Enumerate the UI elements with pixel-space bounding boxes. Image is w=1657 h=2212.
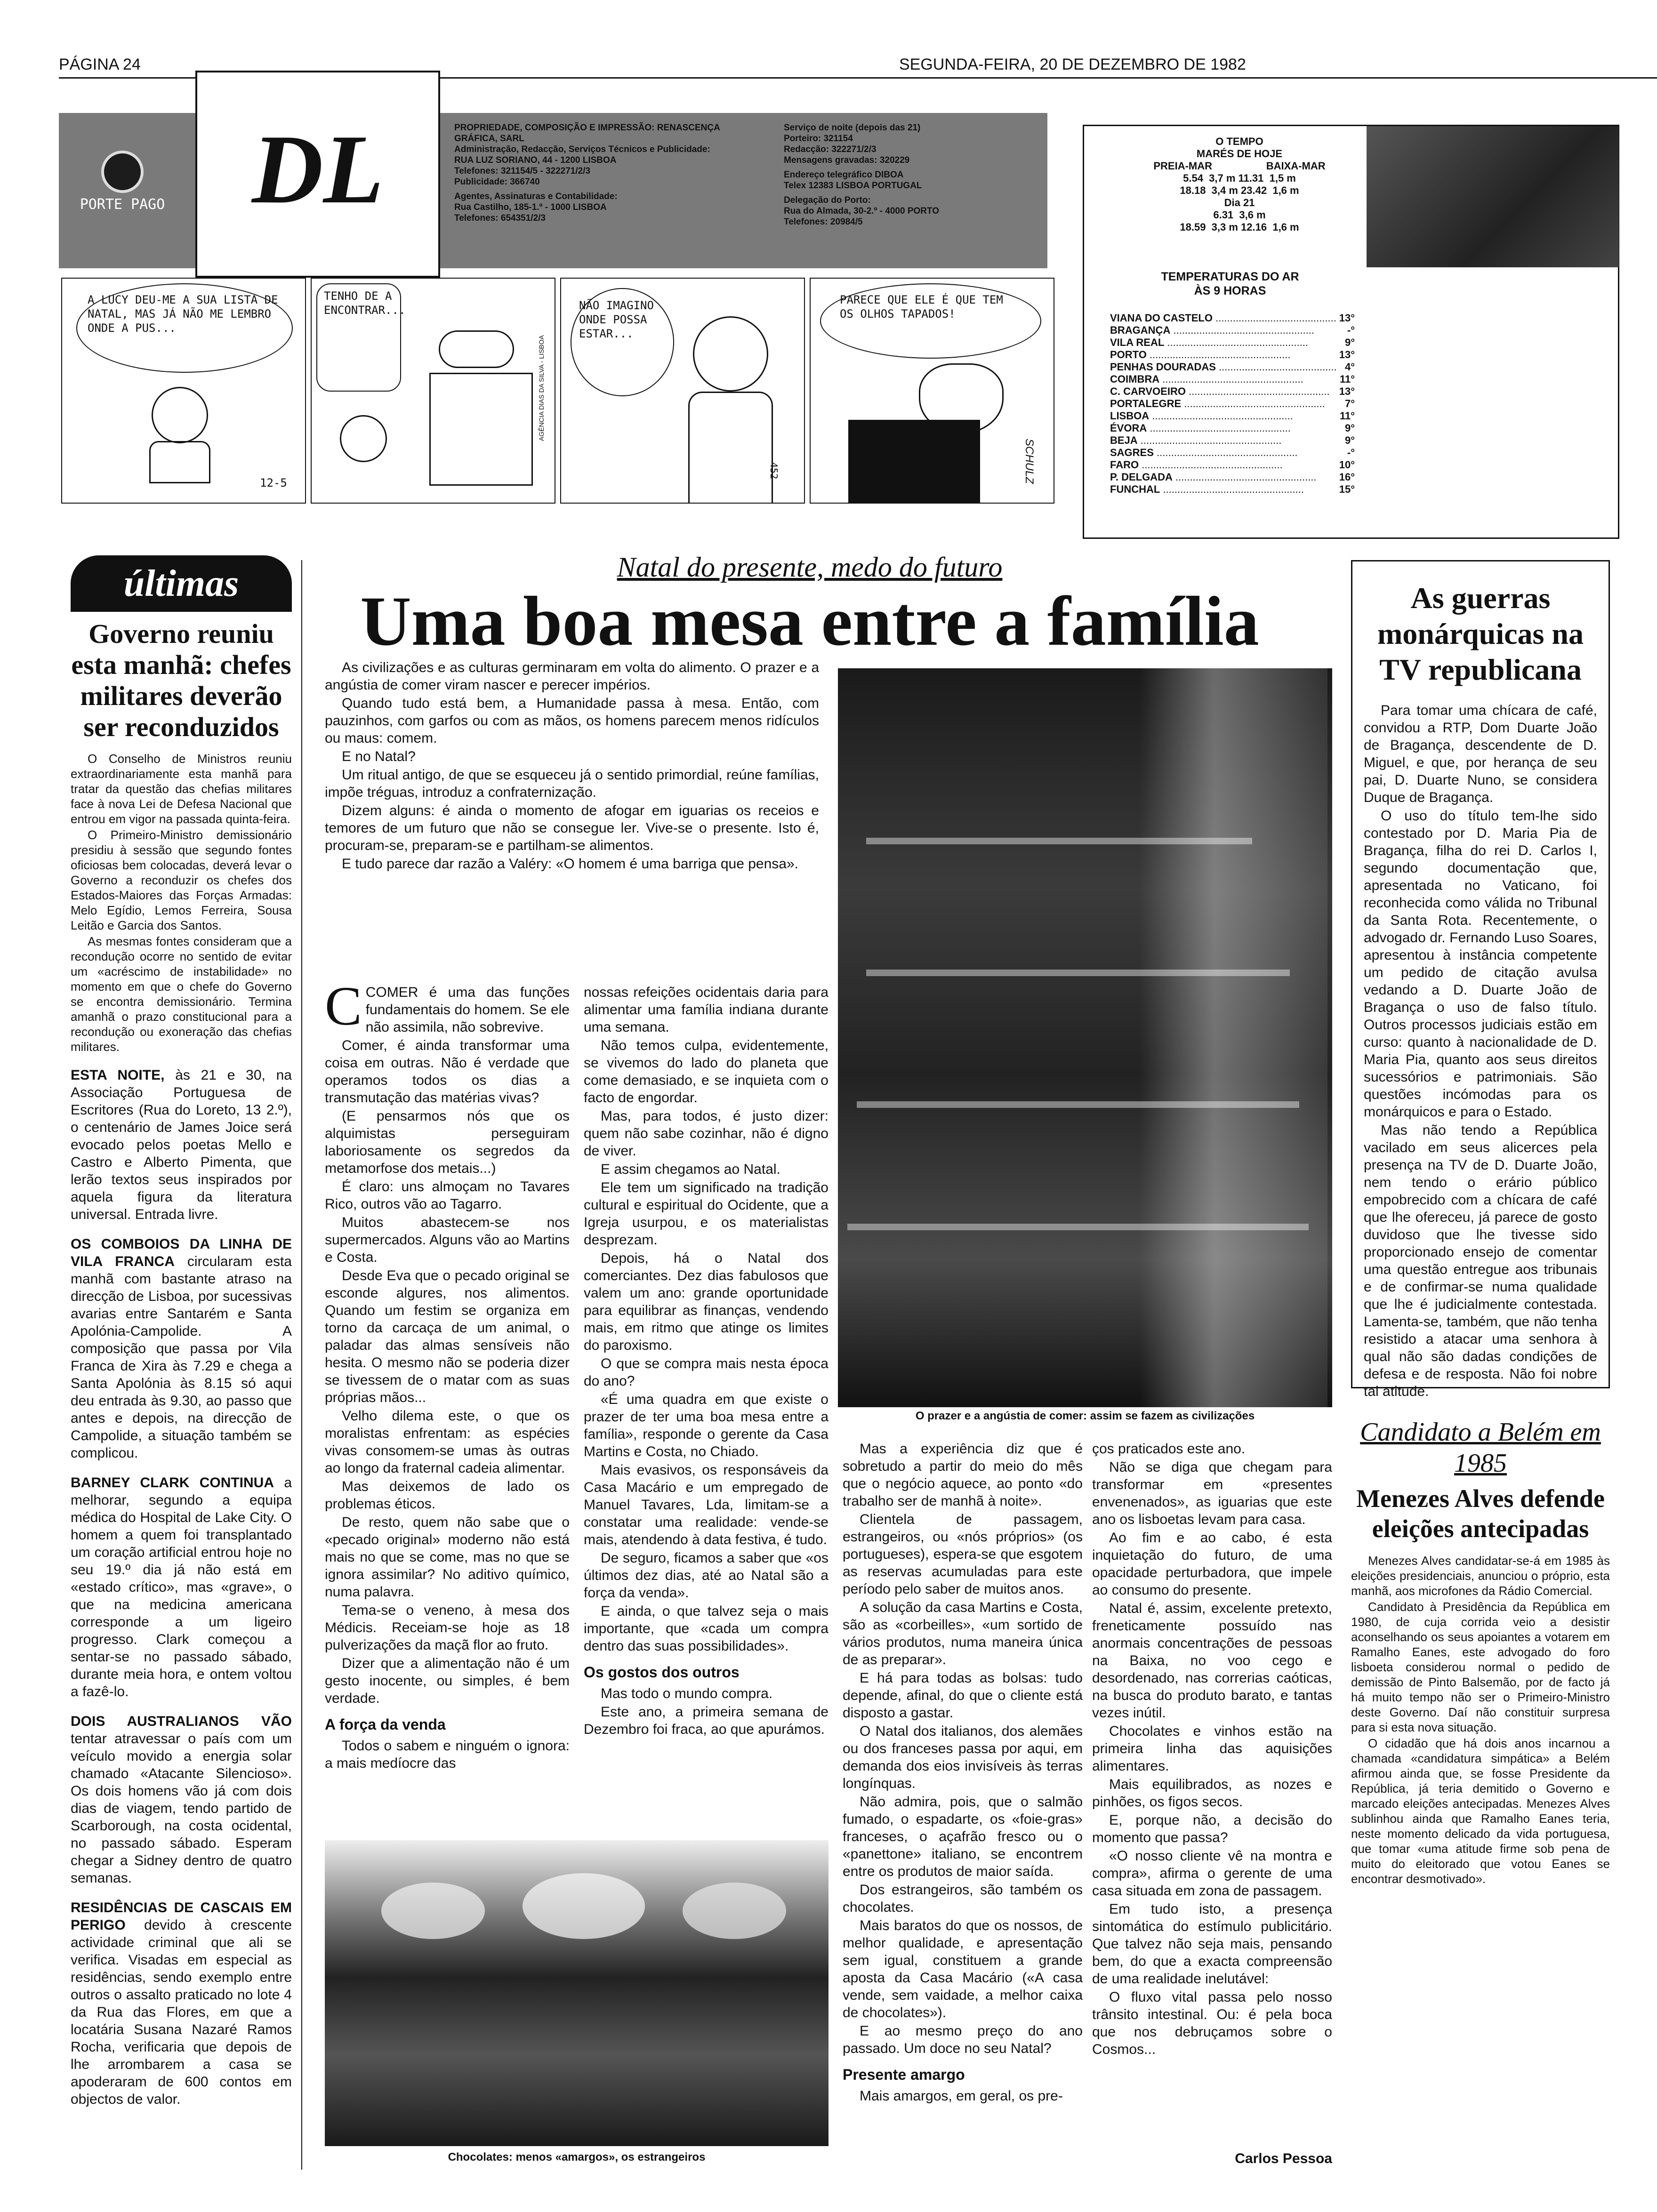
- paragraph: O fluxo vital passa pelo nosso trânsito intestinal. Ou: é pela boca que nos debruçamos sobre o Cosmos...: [1092, 1989, 1332, 2057]
- temp-row: [1110, 398, 1355, 410]
- chocolates-caption: Chocolates: menos «amargos», os estrangeiros: [448, 2151, 706, 2164]
- temp-row: [1110, 434, 1355, 447]
- sidebar-menezes-headline: Menezes Alves defende eleições antecipadas: [1356, 1484, 1605, 1543]
- temp-city: FARO .....: [1110, 459, 1336, 471]
- paragraph: O Conselho de Ministros reuniu extraordinariamente esta manhã para tratar da questão das chefias militares face à nova Lei de Defesa Nacional que entrou em vigor na passada quinta-feira.: [71, 752, 292, 826]
- temp-row: [1110, 385, 1355, 398]
- temp-city: SAGRES .....: [1110, 447, 1336, 459]
- tide-line: 5.54 3,7 m 11.31 1,5 m: [1183, 172, 1296, 184]
- logo: DL: [252, 115, 384, 224]
- doghouse: [429, 373, 533, 486]
- agents-phones: Telefones: 654351/2/3: [454, 213, 546, 223]
- paragraph: Dizem alguns: é ainda o momento de afogar em iguarias os receios e temores de um futuro que não se consegue ler. Vive-se o presente. Isto é, procuram-se, preparam-se e partilham-se alimentos.: [325, 803, 819, 853]
- temp-city: LISBOA .....: [1110, 410, 1336, 422]
- paragraph: Um ritual antigo, de que se esqueceu já o sentido primordial, reúne famílias, impõe tréguas, introduz a confraternização.: [325, 767, 819, 800]
- phones: Telefones: 321154/5 - 322271/2/3: [454, 166, 591, 176]
- paragraph: Ele tem um significado na tradição cultural e espiritual do Ocidente, que a Igreja usurpou, e os materialistas desprezam.: [584, 1180, 828, 1248]
- comic-panel-2: [311, 278, 555, 504]
- main-photo: [838, 668, 1332, 1407]
- temp-row: [1110, 361, 1355, 373]
- sidebar-menezes-kicker: Candidato a Belém em 1985: [1360, 1418, 1601, 1478]
- paragraph: [325, 975, 570, 1037]
- paragraph: De seguro, ficamos a saber que «os últimos dez dias, até ao Natal são a força da venda».: [584, 1550, 828, 1601]
- tides-title: MARÉS DE HOJE: [1196, 148, 1283, 160]
- temp-city: ÉVORA .....: [1110, 422, 1336, 434]
- paragraph: O que se compra mais nesta época do ano?: [584, 1356, 828, 1389]
- paragraph: Quando tudo está bem, a Humanidade passa à mesa. Então, com pauzinhos, com garfos ou com as mãos, os homens parecem menos ridículos ou maus: comem.: [325, 696, 819, 746]
- paragraph: O uso do título tem-lhe sido contestado por D. Maria Pia de Bragança, filha do rei D. Carlos I, segundo documentação que, apresentada no Vaticano, foi reconhecida como válida no Tribunal da Santa Rota. Recentemente, o advogado dr. Fernando Luso Soares, apresentou à instância competente um pedido de citação avulsa vedando a D. Duarte João de Bragança o uso de falso título. Outros processos judiciais estão em curso: quanto à nacionalidade de D. Maria Pia, quanto aos seus direitos sucessórios e patrimoniais. São questões incómodas para os monárquicos e para o Estado.: [1364, 808, 1597, 1120]
- brief-item: [71, 1713, 292, 1887]
- paragraph: (E pensarmos nós que os alquimistas perseguiram laboriosamente os segredos da metamorfose dos metais...): [325, 1108, 570, 1176]
- author: Carlos Pessoa: [1235, 2151, 1332, 2166]
- paragraph: Menezes Alves candidatar-se-á em 1985 às eleições presidenciais, anunciou o próprio, esta manhã, aos microfones da Rádio Comercial.: [1351, 1554, 1610, 1598]
- weather-box: [1083, 125, 1619, 539]
- brief-text: tentar atravessar o país com um veículo movido a energia solar chamado «Atacante Silencioso». Os dois homens vão já com dois dias de viagem, tendo partido de Scarborough, na costa ocidental, no passado sábado. Esperam chegar a Sidney dentro de quatro semanas.: [71, 1731, 292, 1886]
- paragraph: E, porque não, a decisão do momento que passa?: [1092, 1812, 1332, 1845]
- temp-city: PORTO .....: [1110, 349, 1336, 361]
- temp-row: [1110, 422, 1355, 434]
- paragraph: Dos estrangeiros, são também os chocolates.: [843, 1882, 1083, 1915]
- charlie-brown-figure: [340, 415, 387, 462]
- temp-value: 7°: [1344, 398, 1355, 409]
- temp-value: 9°: [1344, 434, 1355, 446]
- subheading: Os gostos dos outros: [584, 1664, 740, 1681]
- charlie-brown-figure: [693, 316, 768, 392]
- crest-icon: [101, 151, 144, 193]
- comic-panel-3: [560, 278, 805, 504]
- sidebar-menezes-body: [1351, 1553, 1610, 1886]
- temp-value: -°: [1347, 324, 1355, 336]
- paragraph: E tudo parece dar razão a Valéry: «O homem é uma barriga que pensa».: [342, 856, 799, 872]
- temp-row: [1110, 471, 1355, 483]
- paragraph: E assim chegamos ao Natal.: [601, 1162, 780, 1177]
- tides: [1126, 136, 1352, 233]
- main-col-3: [843, 1440, 1083, 2106]
- paragraph: As civilizações e as culturas germinaram em volta do alimento. O prazer e a angústia de comer viram nascer e perecer impérios.: [325, 660, 819, 693]
- advertising: Publicidade: 366740: [454, 177, 540, 187]
- comic-panel-1: [61, 278, 306, 504]
- temp-city: COIMBRA .....: [1110, 373, 1336, 385]
- paragraph: Mas a experiência diz que é sobretudo a partir do meio do mês que o negócio aquece, ao ponto «do trabalho ser de manhã à noite».: [843, 1441, 1083, 1509]
- brief-lead: OS COMBOIOS DA LINHA DE VILA FRANCA: [71, 1236, 292, 1269]
- figure-body: [149, 441, 210, 483]
- paragraph: Não admira, pois, que o salmão fumado, o espadarte, os «foie-gras» franceses, o açafrão fresco ou o «panettone» italiano, se encontrem entre os produtos de maior saída.: [843, 1794, 1083, 1879]
- box-shape: [683, 1883, 786, 1939]
- brief-item: [71, 1474, 292, 1700]
- brief-lead: RESIDÊNCIAS DE CASCAIS EM PERIGO: [71, 1900, 292, 1933]
- temp-city: P. DELGADA .....: [1110, 471, 1336, 483]
- agency-credit: AGÊNCIA DIAS DA SILVA - LISBOA: [538, 335, 545, 441]
- signature: SCHULZ: [1023, 439, 1036, 484]
- ultimas-briefs: [71, 1066, 292, 2108]
- chocolates-photo: [325, 1840, 828, 2146]
- temp-city: VIANA DO CASTELO .....: [1110, 312, 1336, 324]
- temps-list: [1110, 312, 1355, 496]
- charlie-brown-figure: [152, 387, 208, 443]
- paragraph: Dizer que a alimentação não é um gesto inocente, ou simples, é bem verdade.: [325, 1656, 570, 1706]
- brief-item: [71, 1899, 292, 2108]
- ultimas-headline: Governo reuniu esta manhã: chefes militares deverão ser reconduzidos: [71, 618, 291, 742]
- tide-line: 18.18 3,4 m 23.42 1,6 m: [1180, 184, 1299, 196]
- main-col-1: [325, 975, 570, 1773]
- paragraph: Todos o sabem e ninguém o ignora: a mais medíocre das: [325, 1738, 570, 1771]
- sidebar-monarchy: [1351, 560, 1610, 1399]
- brief-text: a melhorar, segundo a equipa médica do Hospital de Lake City. O homem a quem foi transplantado um coração artificial entrou hoje no seu 19.º dia já não está em «estado crítico», mas «grave», o que na medicina americana corresponde a um ligeiro progresso. Clark começou a sentar-se no passado sábado, durante meia hora, e ontem voltou a fazê-lo.: [71, 1475, 292, 1699]
- paragraph: As mesmas fontes consideram que a recondução ocorre no sentido de evitar um «acréscimo de instabilidade» no momento em que o chefe do Governo se encontra demissionário. Termina amanhã o prazo constitucional para a recondução ou exoneração das chefias militares.: [71, 934, 292, 1054]
- brief-text: circularam esta manhã com bastante atraso na direcção de Lisboa, por sucessivas avarias entre Santarém e Santa Apolónia-Campolide. A composição que passa por Vila Franca de Xira às 7.29 e chega a Santa Apolónia às 8.15 só aqui deu entrada às 9.30, ao passo que antes e depois, na direcção de Campolide, a situação também se complicou.: [71, 1254, 292, 1461]
- subheading: Presente amargo: [843, 2066, 965, 2083]
- temp-city: FUNCHAL .....: [1110, 483, 1336, 496]
- paragraph: Tema-se o veneno, à mesa dos Médicis. Receiam-se hoje as 18 pulverizações da maçã flor ao fruto.: [325, 1603, 570, 1653]
- ownership: PROPRIEDADE, COMPOSIÇÃO E IMPRESSÃO: RENASCENÇA GRÁFICA, SARL: [454, 123, 720, 144]
- paragraph: O cidadão que há dois anos incarnou a chamada «candidatura simpática» a Belém afirmou ainda que, se fosse Presidente da República, já teria demitido o Governo e marcado eleições antecipadas. Menezes Alves sublinhou ainda que Ramalho Eanes teria, neste momento delicado da vida portuguesa, que tomar «uma atitude firme sob pena de muito do eleitorado que votou Eanes se encontrar desmotivado».: [1351, 1736, 1610, 1886]
- figure-body: [688, 392, 773, 504]
- paragraph: Mais baratos do que os nossos, de melhor qualidade, e apresentação sem igual, constituem a grande aposta da Casa Macário («A casa vende, sem vaidade, a melhor caixa de chocolates»).: [843, 1918, 1083, 2020]
- paragraph: Mas, para todos, é justo dizer: quem não sabe cozinhar, não é digno de viver.: [584, 1108, 828, 1159]
- paragraph: O Natal dos italianos, dos alemães ou dos franceses passa por aqui, em demanda dos eios invisíveis às terras longínquas.: [843, 1723, 1083, 1791]
- temp-value: 4°: [1344, 361, 1355, 373]
- paragraph: Comer, é ainda transformar uma coisa em outras. Não é verdade que operamos todos os dias a transmutação das matérias vivas?: [325, 1038, 570, 1106]
- telex: Telex 12383 LISBOA PORTUGAL: [784, 181, 922, 191]
- seal-text: PORTE PAGO: [80, 196, 165, 213]
- paragraph: E no Natal?: [342, 749, 416, 764]
- porto-address: Rua do Almada, 30-2.º - 4000 PORTO: [784, 206, 940, 216]
- box-shape: [381, 1883, 485, 1939]
- agents: Agentes, Assinaturas e Contabilidade:: [454, 192, 618, 201]
- temp-value: 16°: [1339, 471, 1355, 483]
- low-tide-label: BAIXA-MAR: [1266, 160, 1326, 172]
- ultimas-banner: últimas: [71, 555, 292, 612]
- paragraph: Desde Eva que o pecado original se esconde algures, nos alimentos. Quando um festim se organiza em torno da carcaça de um animal, o paladar das almas sensíveis não hesita. O mesmo não se poderia dizer se tivessem de o matar com as suas próprias mãos...: [325, 1268, 570, 1405]
- paragraph: Mais equilibrados, as nozes e pinhões, os figos secos.: [1092, 1777, 1332, 1810]
- window-glare: [1139, 668, 1327, 1407]
- brief-lead: BARNEY CLARK CONTINUA: [71, 1475, 274, 1491]
- temp-value: 11°: [1339, 410, 1355, 422]
- tide-line: Dia 21: [1224, 197, 1255, 208]
- paragraph: «O nosso cliente vê na montra e compra», afirma o gerente de uma casa situada em zona de passagem.: [1092, 1848, 1332, 1899]
- subheading: A força da venda: [325, 1716, 446, 1733]
- agents-address: Rua Castilho, 185-1.º - 1000 LISBOA: [454, 202, 607, 212]
- paragraph: E ao mesmo preço do ano passado. Um doce no seu Natal?: [843, 2023, 1083, 2056]
- paragraph: E há para todas as bolsas: tudo depende, afinal, do que o cliente está disposto a gastar.: [843, 1670, 1083, 1721]
- porto-office: Delegação do Porto:: [784, 195, 871, 205]
- temp-row: [1110, 410, 1355, 422]
- temps-subtitle: ÀS 9 HORAS: [1194, 284, 1266, 297]
- porter: Porteiro: 321154: [784, 134, 853, 144]
- paragraph: Para tomar uma chícara de café, convidou a RTP, Dom Duarte João de Bragança, descendente de D. Miguel, e que, por herança de seu pai, D. Duarte Nuno, se considera Duque de Bragança.: [1364, 703, 1597, 805]
- paragraph: Depois, há o Natal dos comerciantes. Dez dias fabulosos que valem um ano: grande oportunidade para equilibrar as finanças, vendendo mais, em ritmo que atinge os limites do paroxismo.: [584, 1250, 828, 1353]
- temp-row: [1110, 337, 1355, 349]
- paragraph: O Primeiro-Ministro demissionário presidiu à sessão que segundo fontes oficiosas bem colocadas, deverá levar o Governo a reconduzir os chefes dos Estados-Maiores das Forças Armadas: Melo Egídio, Lemos Ferreira, Sousa Leitão e Garcia dos Santos.: [71, 828, 292, 932]
- temp-row: [1110, 447, 1355, 459]
- temp-value: 9°: [1344, 422, 1355, 434]
- brief-text: devido à crescente actividade criminal que ali se verifica. Visadas em especial as residências, sendo exemplo entre outros o assalto praticado no lote 4 da Rua das Flores, em que a locatária Susana Nazaré Ramos Rocha, verificaria que depois de lhe arrombarem a casa se apoderaram de 600 contos em objectos de valor.: [71, 1917, 292, 2107]
- paragraph: É claro: uns almoçam no Tavares Rico, outros vão ao Tagarro.: [325, 1179, 570, 1212]
- comic-number: 452: [768, 462, 780, 480]
- tide-line: 6.31 3,6 m: [1213, 209, 1266, 221]
- paragraph: Mas deixemos de lado os problemas éticos.: [325, 1479, 570, 1512]
- paragraph: Candidato à Presidência da República em 1980, de cuja corrida veio a desistir aconselhando os seus apoiantes a votarem em Ramalho Eanes, este advogado do foro lisboeta considerou normal o pedido de demissão de Pinto Balsemão, por de facto já há muito tempo não ser o Primeiro-Ministro deste Governo. Daí não constituir surpresa para si esta nova situação.: [1351, 1600, 1610, 1734]
- masthead-info-left: [454, 122, 737, 224]
- main-col-4: [1092, 1440, 1332, 2059]
- paragraph: A solução da casa Martins e Costa, são as «corbeilles», «um sortido de vários produtos, numa maneira única de as preparar».: [843, 1600, 1083, 1667]
- paragraph: Ao fim e ao cabo, é esta inquietação do futuro, de uma opacidade perturbadora, que impele ao consumo do presente.: [1092, 1530, 1332, 1598]
- brief-item: [71, 1235, 292, 1462]
- paragraph: Chocolates e vinhos estão na primeira linha das aquisições alimentares.: [1092, 1723, 1332, 1774]
- brief-text: às 21 e 30, na Associação Portuguesa de Escritores (Rua do Loreto, 13 2.º), o centenário de James Joice será evocado pelos poetas Mello e Castro e Alberto Pimenta, que lerão textos seus inspirados por aquela figura da literatura universal. Entrada livre.: [71, 1067, 292, 1222]
- speech-bubble: NÃO IMAGINO ONDE POSSA ESTAR...: [571, 288, 674, 396]
- temp-city: BEJA .....: [1110, 434, 1336, 447]
- main-col-2: [584, 984, 828, 1739]
- drop-cap-paragraph: COMER é uma das funções fundamentais do homem. Se ele não assimila, não sobrevive.: [365, 985, 570, 1035]
- temp-row: [1110, 324, 1355, 337]
- main-intro: [325, 659, 819, 874]
- paragraph: Este ano, a primeira semana de Dezembro foi fraca, ao que apurámos.: [584, 1704, 828, 1737]
- newsroom: Redacção: 322271/2/3: [784, 144, 877, 154]
- doghouse: [848, 420, 980, 504]
- speech-bubble: PARECE QUE ELE É QUE TEM OS OLHOS TAPADOS!: [820, 283, 1041, 359]
- temp-value: 15°: [1339, 483, 1355, 495]
- porte-pago-seal: [78, 151, 167, 245]
- temp-row: [1110, 349, 1355, 361]
- paragraph: Mais evasivos, os responsáveis da Casa Macário e um empregado de Manuel Tavares, Lda, limitam-se a constatar uma realidade: vende-se mais, atendendo à data festiva, é tudo.: [584, 1462, 828, 1547]
- sidebar-monarchy-body: [1364, 702, 1597, 1400]
- temps-title: [1103, 270, 1357, 298]
- sidebar-menezes: [1351, 1417, 1610, 1887]
- box-shape: [523, 1873, 645, 1939]
- admin: Administração, Redacção, Serviços Técnicos e Publicidade:: [454, 144, 710, 154]
- temp-row: [1110, 373, 1355, 385]
- high-tide-label: PREIA-MAR: [1153, 160, 1213, 172]
- temp-value: 13°: [1339, 385, 1355, 397]
- temp-value: 13°: [1339, 349, 1355, 361]
- temp-city: BRAGANÇA .....: [1110, 324, 1336, 337]
- paragraph: Em tudo isto, a presença sintomática do estímulo publicitário. Que talvez não seja mais, pensando bem, do que a exacta compreensão de uma realidade inelutável:: [1092, 1901, 1332, 1987]
- ultimas-column: [71, 555, 292, 2108]
- porto-phones: Telefones: 20984/5: [784, 217, 863, 227]
- paragraph: Clientela de passagem, estrangeiros, ou «nós próprios» (os portugueses), espera-se que esgotem as reservas acumuladas para este período pelo saber de muitos anos.: [843, 1512, 1083, 1597]
- paragraph: De resto, quem não sabe que o «pecado original» moderno não está mais no que se come, mas no que se ignora assimilar? No aditivo químico, numa palavra.: [325, 1515, 570, 1600]
- temp-value: 9°: [1344, 337, 1355, 348]
- paragraph: Mais amargos, em geral, os pre-: [860, 2088, 1063, 2104]
- temp-value: -°: [1347, 447, 1355, 458]
- paragraph: nossas refeições ocidentais daria para alimentar uma família indiana durante uma semana.: [584, 985, 828, 1035]
- paragraph: E ainda, o que talvez seja o mais importante, que «cada um compra dentro das suas possibilidades».: [584, 1603, 828, 1654]
- paragraph: Velho dilema este, o que os moralistas enfrentam: as espécies vivas consomem-se umas às outras ao longo da fraternal cadeia alimentar.: [325, 1408, 570, 1476]
- temp-city: VILA REAL .....: [1110, 337, 1336, 349]
- temp-value: 11°: [1339, 373, 1355, 385]
- temp-city: C. CARVOEIRO .....: [1110, 385, 1336, 398]
- main-kicker: Natal do presente, medo do futuro: [617, 552, 1003, 583]
- page-date: SEGUNDA-FEIRA, 20 DE DEZEMBRO DE 1982: [899, 56, 1246, 73]
- paragraph: Natal é, assim, excelente pretexto, freneticamente possuído nas anormais concentrações de pessoas na Baixa, no voo cego e desordenado, nas correrias caóticas, na busca do produto barato, e tantas vezes inútil.: [1092, 1601, 1332, 1721]
- speech-bubble: TENHO DE A ENCONTRAR...: [316, 283, 401, 392]
- temp-value: 10°: [1339, 459, 1355, 471]
- brief-lead: ESTA NOITE,: [71, 1067, 165, 1083]
- snoopy-figure: [439, 330, 514, 368]
- temp-city: PORTALEGRE .....: [1110, 398, 1336, 410]
- tide-line: 18.59 3,3 m 12.16 1,6 m: [1180, 221, 1299, 233]
- masthead-info-right: [784, 122, 1038, 227]
- paragraph: «É uma quadra em que existe o prazer de ter uma boa mesa entre a família», responde o gerente da Casa Martins e Costa, no Chiado.: [584, 1392, 828, 1459]
- drop-cap: C: [325, 975, 362, 1037]
- temp-row: [1110, 459, 1355, 471]
- page-number: PÁGINA 24: [59, 56, 141, 73]
- paragraph: Não se diga que chegam para transformar em «presentes envenenados», as iguarias que este ano os lisboetas levam para casa.: [1092, 1459, 1332, 1527]
- brief-item: [71, 1066, 292, 1223]
- recorded-messages: Mensagens gravadas: 320229: [784, 155, 910, 165]
- temp-row: [1110, 312, 1355, 324]
- paragraph: Mas não tendo a República vacilado em seus alicerces pela presença na TV de D. Duarte João, nem tendo o erário público empobrecido com a chícara de café que lhe ofereceu, já parece de gosto duvidoso que lhe tivesse sido proporcionado ensejo de comentar uma questão entregue aos tribunais e de confirmar-se numa qualidade que lhe é judicialmente contestada. Lamenta-se, também, que não tenha resistido a atacar uma senhora à qual não são dadas condições de defesa e de resposta. Não foi nobre tal atitude.: [1364, 1122, 1597, 1399]
- main-photo-caption: O prazer e a angústia de comer: assim se fazem as civilizações: [915, 1410, 1255, 1422]
- temp-city: PENHAS DOURADAS .....: [1110, 361, 1336, 373]
- comic-panel-4: [810, 278, 1054, 504]
- temps-title-text: TEMPERATURAS DO AR: [1161, 270, 1299, 283]
- paragraph: Mas todo o mundo compra.: [601, 1686, 773, 1701]
- paragraph: ços praticados este ano.: [1092, 1441, 1246, 1457]
- main-headline: Uma boa mesa entre a família: [360, 582, 1259, 660]
- brief-lead: DOIS AUSTRALIANOS VÃO: [71, 1714, 292, 1729]
- masthead: [59, 71, 1047, 278]
- telegraph: Endereço telegráfico DIBOA: [784, 170, 904, 180]
- comic-date: 12-5: [260, 476, 287, 489]
- night-service: Serviço de noite (depois das 21): [784, 123, 921, 133]
- temp-row: [1110, 483, 1355, 496]
- temp-value: 13°: [1339, 312, 1355, 324]
- address: RUA LUZ SORIANO, 44 - 1200 LISBOA: [454, 155, 617, 165]
- paragraph: Muitos abastecem-se nos supermercados. Alguns vão ao Martins e Costa.: [325, 1215, 570, 1265]
- weather-title: O TEMPO: [1215, 136, 1263, 147]
- weather-photo: [1367, 126, 1619, 267]
- column-rule: [301, 560, 302, 2170]
- speech-bubble: A LUCY DEU-ME A SUA LISTA DE NATAL, MAS JÁ NÃO ME LEMBRO ONDE A PUS...: [76, 283, 293, 373]
- paragraph: Não temos culpa, evidentemente, se vivemos do lado do planeta que come demasiado, e se inquieta com o facto de engordar.: [584, 1038, 828, 1106]
- sidebar-monarchy-headline: As guerras monárquicas na TV republicana: [1377, 581, 1584, 686]
- ultimas-lead: [71, 751, 292, 1054]
